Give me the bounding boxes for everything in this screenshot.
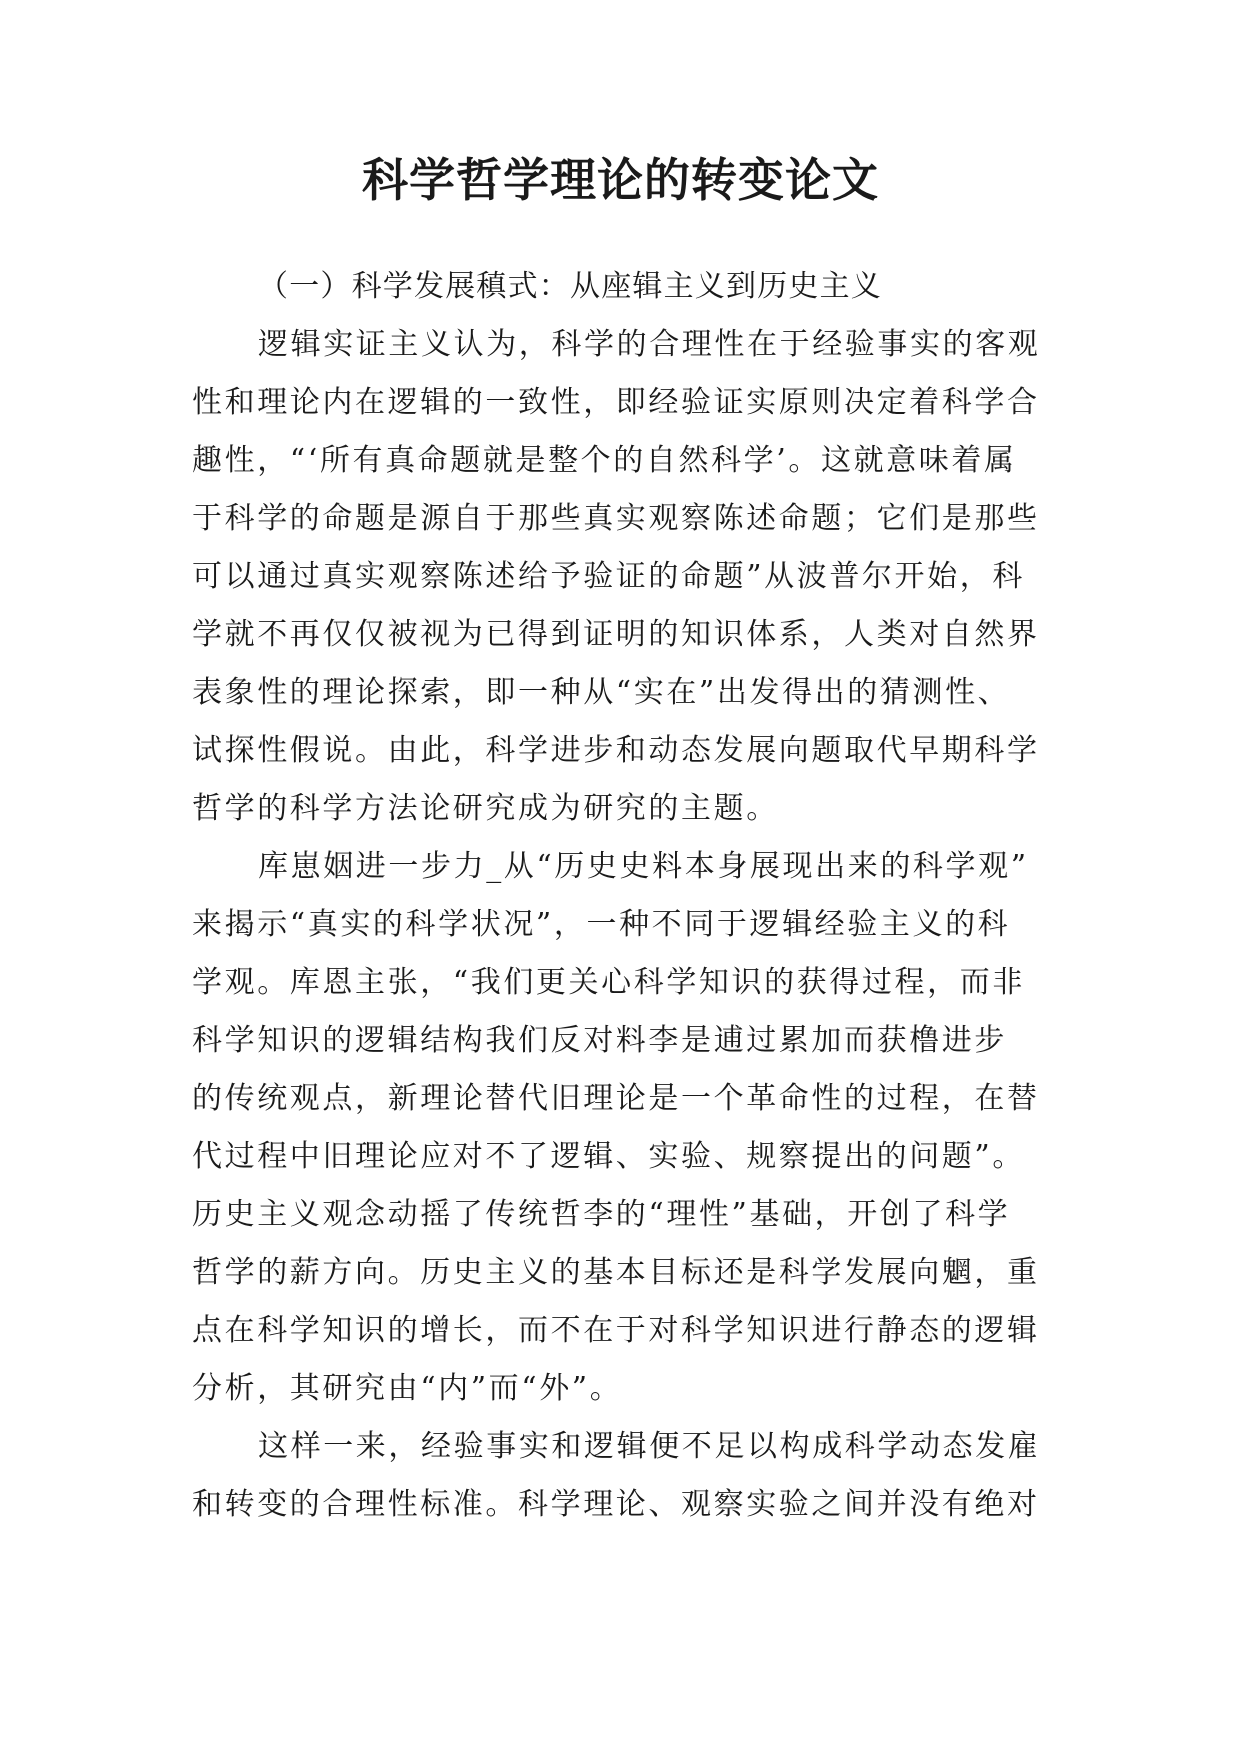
text-line: 表象性的理论探索，即一种从“实在”出发得出的猜测性、 [192,675,1011,710]
paragraph-3 [192,1418,1052,1534]
text-line: 试探性假说。由此，科学进步和动态发展向题取代早期科学 [192,733,1040,768]
text-line: 历史主义观念动摇了传统哲李的“理性”基础，开创了科学 [192,1197,1011,1232]
text-line: 哲学的科学方法论研究成为研究的主题。 [192,791,779,826]
text-line: 和转变的合理性标准。科学理论、观察实验之间并没有绝对 [192,1487,1040,1522]
text-line: 可以通过真实观察陈述给予验证的命题”从波普尔开始，科 [192,559,1025,594]
text-line: 逻辑实证主义认为，科学的合理性在于经验事实的客观 [258,327,1041,362]
text-line: （一）科学发展稹式：从座辑主义到历史主义 [258,269,882,304]
text-line: 代过程中旧理论应对不了逻辑、实验、规察提出的问题”。 [192,1139,1025,1174]
document-title: 科学哲学理论的转变论文 [362,153,879,207]
paragraph-2 [192,838,1052,1418]
text-line: 科学知识的逻辑结构我们反对料李是逋过累加而获橹进步 [192,1023,1007,1058]
text-line: 性和理论内在逻辑的一致性，即经验证实原则决定着科学合 [192,385,1040,420]
text-line: 学就不再仅仅被视为已得到证明的知识体系，人类对自然界 [192,617,1040,652]
text-line: 点在科学知识的增长，而不在于对科学知识进行静态的逻辑 [192,1313,1040,1348]
paragraph-1 [192,316,1052,838]
text-line: 来揭示“真实的科学状况”，一种不同于逻辑经验主义的科 [192,907,1011,942]
text-line: 于科学的命题是源自于那些真实观察陈述命题；它们是那些 [192,501,1040,536]
text-line: 这样一来，经验事实和逻辑便不足以构成科学动态发雇 [258,1429,1041,1464]
text-line: 学观。库恩主张，“我们更关心科学知识的获得过程，而非 [192,965,1025,1000]
text-line: 的传统观点，新理论替代旧理论是一个革命性的过程，在替 [192,1081,1040,1116]
section-heading [192,258,1052,316]
text-line: 趣性，“‘所有真命题就是整个的自然科学’。这就意味着属 [192,443,1017,478]
text-line: 库崽姻进一步力_从“历史史料本身展现出来的科学观” [258,849,1029,884]
document-body [192,258,1052,1534]
text-line: 哲学的薪方向。历史主义的基本目标还是科学发展向魍，重 [192,1255,1040,1290]
text-line: 分析，其研究由“内”而“外”。 [192,1371,623,1406]
